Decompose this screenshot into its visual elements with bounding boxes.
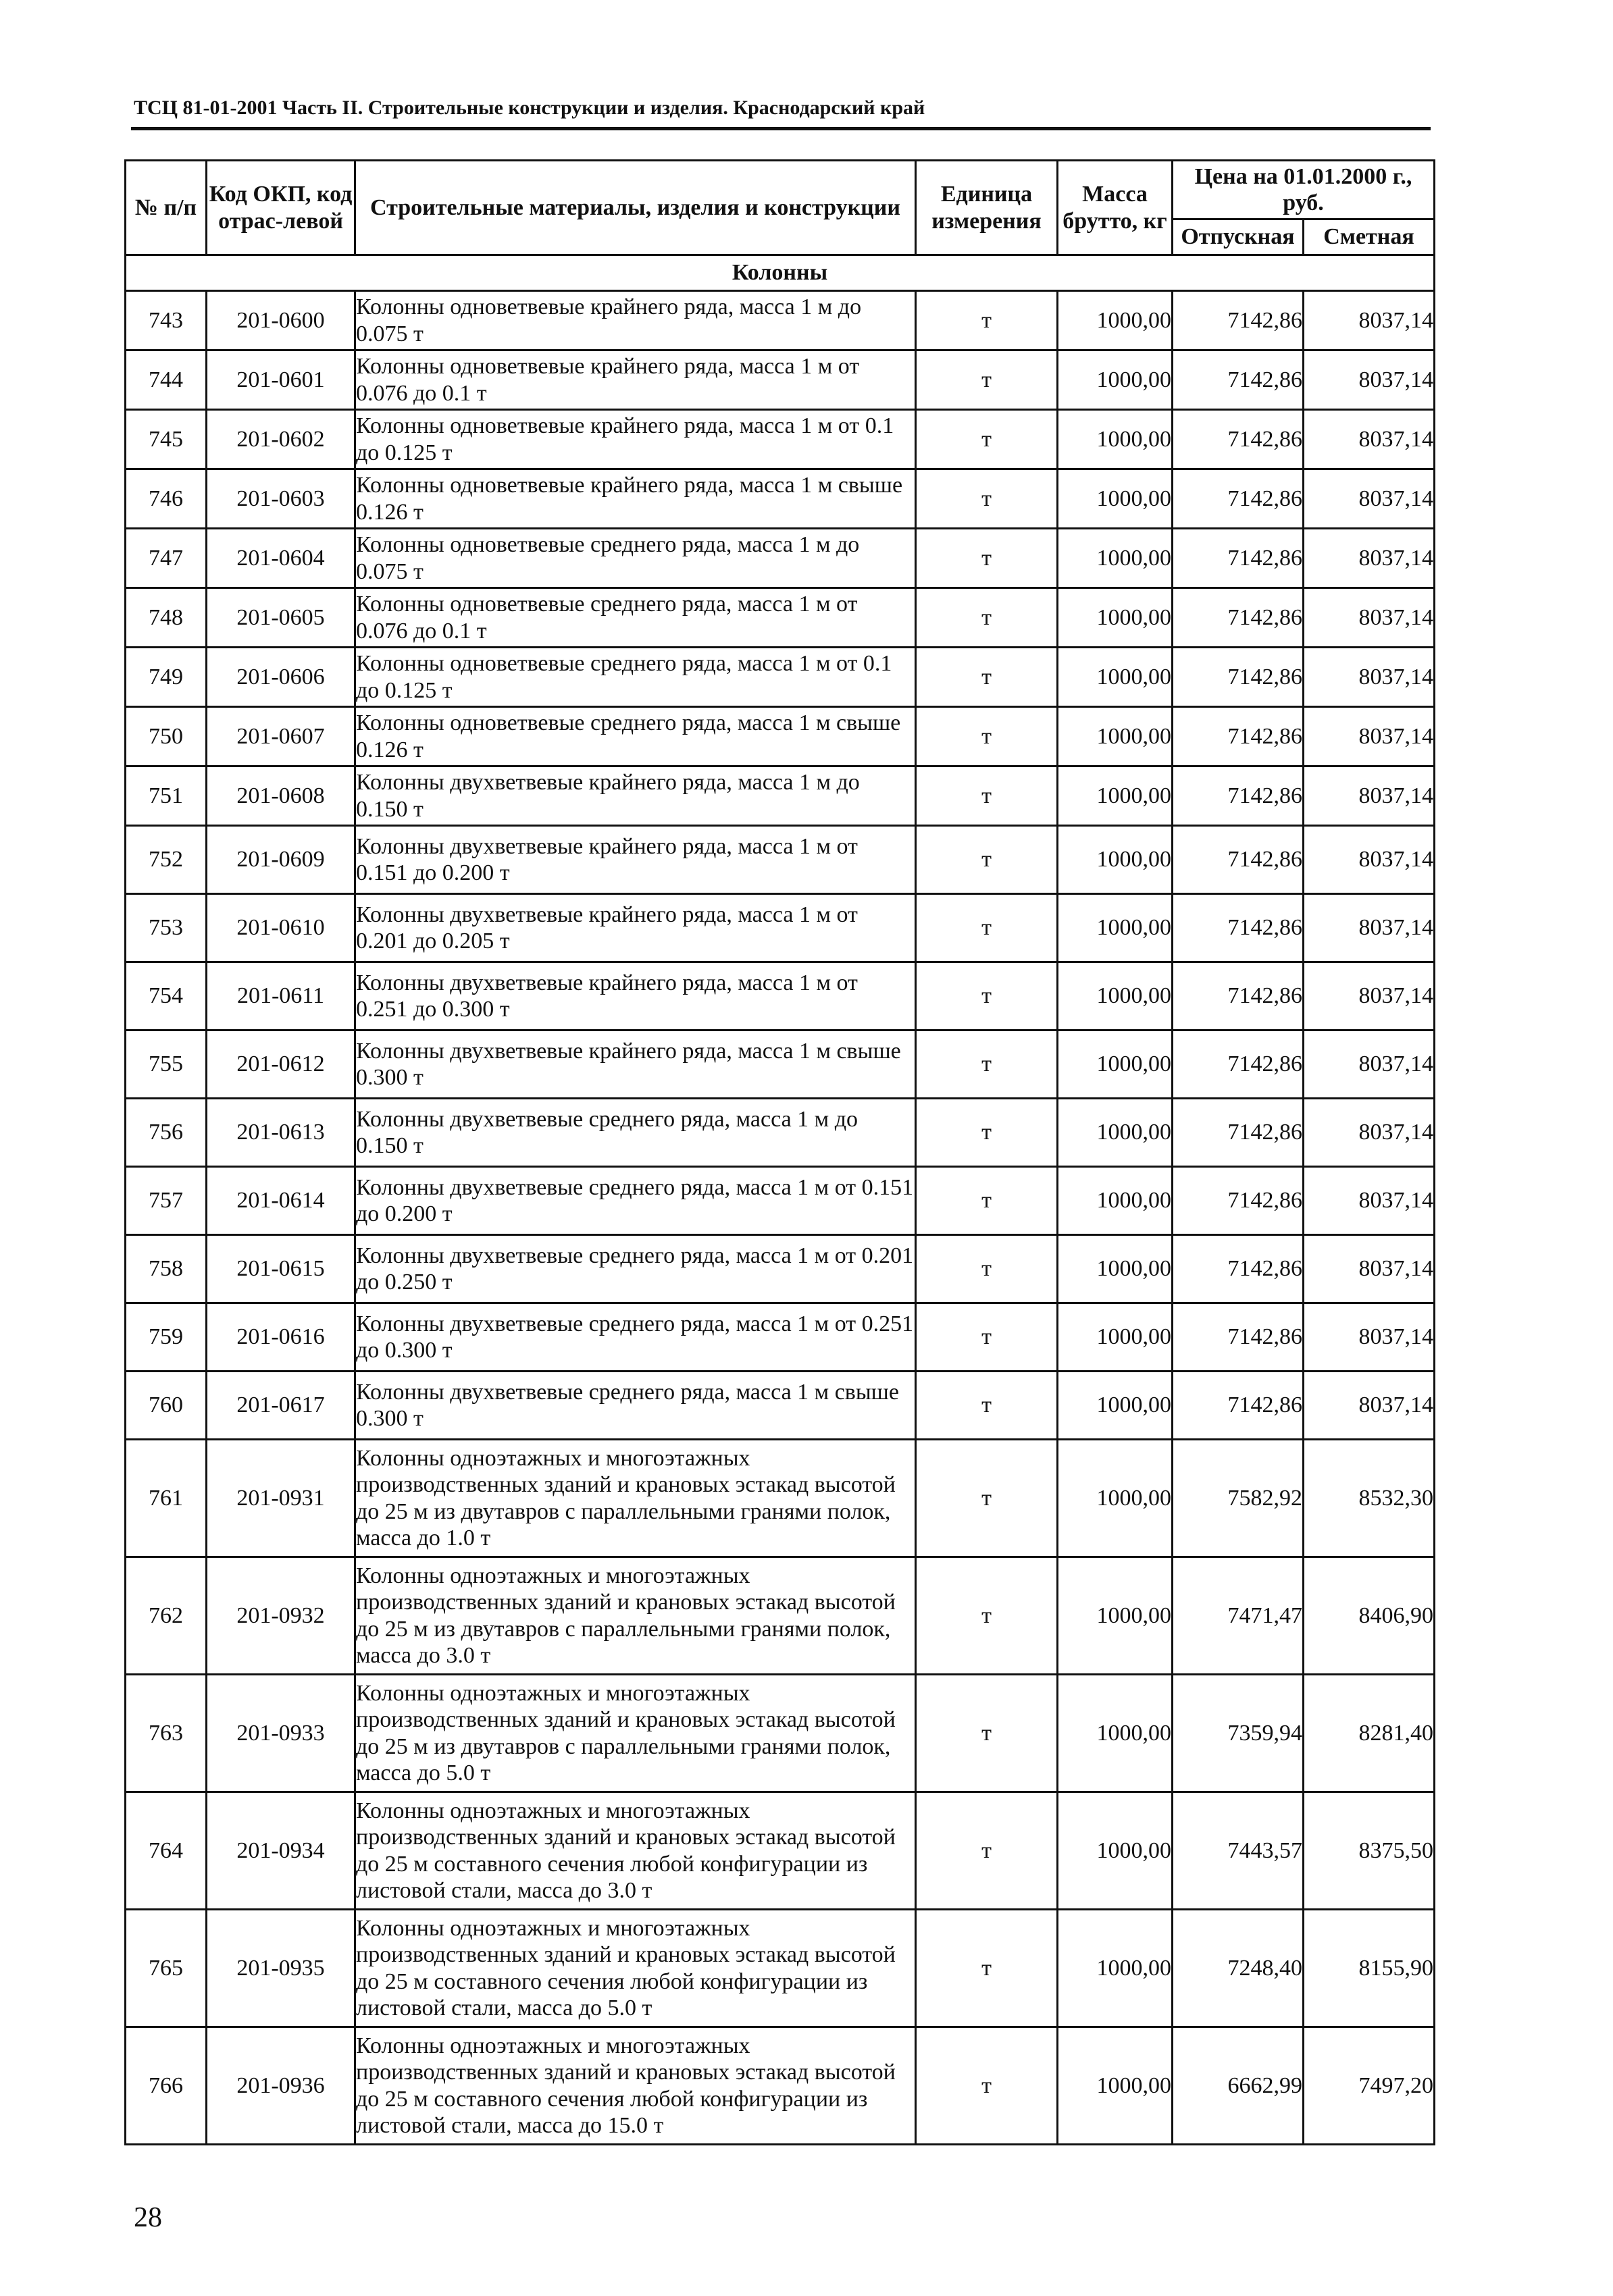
release-price: 7582,92	[1173, 1440, 1304, 1557]
estimate-price: 8037,14	[1304, 350, 1435, 410]
item-name: Колонны одноэтажных и многоэтажных производственных зданий и крановых эстакад высотой до 25 м составного сечения любой конфигурации из листовой стали, масса до 5.0 т	[355, 1910, 916, 2027]
row-number: 749	[126, 648, 207, 707]
okp-code: 201-0601	[207, 350, 355, 410]
row-number: 757	[126, 1167, 207, 1235]
col-header-mass: Масса брутто, кг	[1058, 161, 1173, 255]
item-name: Колонны одноэтажных и многоэтажных производственных зданий и крановых эстакад высотой до 25 м составного сечения любой конфигурации из листовой стали, масса до 15.0 т	[355, 2027, 916, 2145]
release-price: 7359,94	[1173, 1675, 1304, 1792]
unit-of-measure: т	[916, 1030, 1058, 1099]
unit-of-measure: т	[916, 1675, 1058, 1792]
gross-mass: 1000,00	[1058, 588, 1173, 648]
estimate-price: 8037,14	[1304, 588, 1435, 648]
section-title: Колонны	[126, 255, 1435, 291]
table-row	[126, 1372, 1435, 1440]
unit-of-measure: т	[916, 1372, 1058, 1440]
release-price: 7142,86	[1173, 350, 1304, 410]
table-row	[126, 410, 1435, 469]
release-price: 7142,86	[1173, 1030, 1304, 1099]
estimate-price: 8037,14	[1304, 1099, 1435, 1167]
okp-code: 201-0603	[207, 469, 355, 529]
release-price: 7142,86	[1173, 1167, 1304, 1235]
unit-of-measure: т	[916, 588, 1058, 648]
release-price: 7142,86	[1173, 962, 1304, 1030]
table-row	[126, 648, 1435, 707]
col-header-price-estimate: Сметная	[1304, 219, 1435, 255]
item-name: Колонны двухветвевые среднего ряда, масса 1 м от 0.251 до 0.300 т	[355, 1303, 916, 1372]
unit-of-measure: т	[916, 529, 1058, 588]
item-name: Колонны одноветвевые среднего ряда, масса 1 м свыше 0.126 т	[355, 707, 916, 766]
okp-code: 201-0611	[207, 962, 355, 1030]
gross-mass: 1000,00	[1058, 648, 1173, 707]
table-row	[126, 962, 1435, 1030]
unit-of-measure: т	[916, 2027, 1058, 2145]
item-name: Колонны одноветвевые крайнего ряда, масса 1 м свыше 0.126 т	[355, 469, 916, 529]
gross-mass: 1000,00	[1058, 529, 1173, 588]
item-name: Колонны одноэтажных и многоэтажных производственных зданий и крановых эстакад высотой до 25 м из двутавров с параллельными гранями полок, масса до 3.0 т	[355, 1557, 916, 1675]
gross-mass: 1000,00	[1058, 469, 1173, 529]
okp-code: 201-0604	[207, 529, 355, 588]
release-price: 7248,40	[1173, 1910, 1304, 2027]
table-row	[126, 1099, 1435, 1167]
row-number: 764	[126, 1792, 207, 1910]
okp-code: 201-0617	[207, 1372, 355, 1440]
release-price: 7142,86	[1173, 1372, 1304, 1440]
gross-mass: 1000,00	[1058, 1167, 1173, 1235]
estimate-price: 8281,40	[1304, 1675, 1435, 1792]
table-row	[126, 1910, 1435, 2027]
row-number: 750	[126, 707, 207, 766]
gross-mass: 1000,00	[1058, 962, 1173, 1030]
item-name: Колонны одноветвевые крайнего ряда, масса 1 м от 0.1 до 0.125 т	[355, 410, 916, 469]
okp-code: 201-0932	[207, 1557, 355, 1675]
row-number: 754	[126, 962, 207, 1030]
table-row	[126, 469, 1435, 529]
table-row	[126, 2027, 1435, 2145]
okp-code: 201-0602	[207, 410, 355, 469]
col-header-num: № п/п	[126, 161, 207, 255]
release-price: 7471,47	[1173, 1557, 1304, 1675]
gross-mass: 1000,00	[1058, 1303, 1173, 1372]
release-price: 7142,86	[1173, 529, 1304, 588]
estimate-price: 8037,14	[1304, 1167, 1435, 1235]
estimate-price: 8037,14	[1304, 410, 1435, 469]
gross-mass: 1000,00	[1058, 707, 1173, 766]
gross-mass: 1000,00	[1058, 1030, 1173, 1099]
unit-of-measure: т	[916, 648, 1058, 707]
table-row	[126, 529, 1435, 588]
release-price: 7142,86	[1173, 1303, 1304, 1372]
col-header-unit: Единица измерения	[916, 161, 1058, 255]
estimate-price: 8037,14	[1304, 469, 1435, 529]
estimate-price: 8037,14	[1304, 1235, 1435, 1303]
gross-mass: 1000,00	[1058, 1792, 1173, 1910]
unit-of-measure: т	[916, 1557, 1058, 1675]
row-number: 761	[126, 1440, 207, 1557]
estimate-price: 8037,14	[1304, 707, 1435, 766]
col-header-code: Код ОКП, код отрас-левой	[207, 161, 355, 255]
okp-code: 201-0608	[207, 766, 355, 826]
unit-of-measure: т	[916, 766, 1058, 826]
estimate-price: 8037,14	[1304, 529, 1435, 588]
okp-code: 201-0606	[207, 648, 355, 707]
okp-code: 201-0610	[207, 894, 355, 962]
row-number: 746	[126, 469, 207, 529]
table-row	[126, 588, 1435, 648]
release-price: 7142,86	[1173, 469, 1304, 529]
release-price: 7142,86	[1173, 648, 1304, 707]
gross-mass: 1000,00	[1058, 291, 1173, 350]
okp-code: 201-0933	[207, 1675, 355, 1792]
item-name: Колонны двухветвевые среднего ряда, масса 1 м до 0.150 т	[355, 1099, 916, 1167]
release-price: 7142,86	[1173, 291, 1304, 350]
estimate-price: 8037,14	[1304, 1372, 1435, 1440]
row-number: 760	[126, 1372, 207, 1440]
row-number: 745	[126, 410, 207, 469]
gross-mass: 1000,00	[1058, 766, 1173, 826]
table-row	[126, 1675, 1435, 1792]
table-row	[126, 1303, 1435, 1372]
estimate-price: 8037,14	[1304, 1030, 1435, 1099]
item-name: Колонны одноветвевые крайнего ряда, масса 1 м до 0.075 т	[355, 291, 916, 350]
okp-code: 201-0936	[207, 2027, 355, 2145]
estimate-price: 8155,90	[1304, 1910, 1435, 2027]
unit-of-measure: т	[916, 962, 1058, 1030]
unit-of-measure: т	[916, 350, 1058, 410]
col-header-price-group: Цена на 01.01.2000 г., руб.	[1173, 161, 1435, 219]
table-row	[126, 707, 1435, 766]
item-name: Колонны одноэтажных и многоэтажных производственных зданий и крановых эстакад высотой до 25 м из двутавров с параллельными гранями полок, масса до 1.0 т	[355, 1440, 916, 1557]
row-number: 762	[126, 1557, 207, 1675]
gross-mass: 1000,00	[1058, 1675, 1173, 1792]
okp-code: 201-0605	[207, 588, 355, 648]
row-number: 756	[126, 1099, 207, 1167]
table-row	[126, 1030, 1435, 1099]
release-price: 7443,57	[1173, 1792, 1304, 1910]
unit-of-measure: т	[916, 469, 1058, 529]
table-row	[126, 1557, 1435, 1675]
estimate-price: 8037,14	[1304, 1303, 1435, 1372]
item-name: Колонны двухветвевые крайнего ряда, масса 1 м от 0.201 до 0.205 т	[355, 894, 916, 962]
gross-mass: 1000,00	[1058, 1910, 1173, 2027]
gross-mass: 1000,00	[1058, 1557, 1173, 1675]
table-row	[126, 1440, 1435, 1557]
estimate-price: 8037,14	[1304, 826, 1435, 894]
okp-code: 201-0935	[207, 1910, 355, 2027]
item-name: Колонны двухветвевые крайнего ряда, масса 1 м свыше 0.300 т	[355, 1030, 916, 1099]
okp-code: 201-0934	[207, 1792, 355, 1910]
price-table	[124, 159, 1435, 2145]
table-row	[126, 766, 1435, 826]
table-row	[126, 1167, 1435, 1235]
estimate-price: 8406,90	[1304, 1557, 1435, 1675]
item-name: Колонны одноветвевые среднего ряда, масса 1 м от 0.076 до 0.1 т	[355, 588, 916, 648]
item-name: Колонны двухветвевые крайнего ряда, масса 1 м от 0.251 до 0.300 т	[355, 962, 916, 1030]
gross-mass: 1000,00	[1058, 1099, 1173, 1167]
okp-code: 201-0612	[207, 1030, 355, 1099]
release-price: 7142,86	[1173, 588, 1304, 648]
release-price: 7142,86	[1173, 1235, 1304, 1303]
release-price: 7142,86	[1173, 766, 1304, 826]
item-name: Колонны двухветвевые среднего ряда, масса 1 м от 0.201 до 0.250 т	[355, 1235, 916, 1303]
table-row	[126, 826, 1435, 894]
item-name: Колонны двухветвевые среднего ряда, масса 1 м свыше 0.300 т	[355, 1372, 916, 1440]
table-row	[126, 1235, 1435, 1303]
release-price: 7142,86	[1173, 1099, 1304, 1167]
item-name: Колонны двухветвевые среднего ряда, масса 1 м от 0.151 до 0.200 т	[355, 1167, 916, 1235]
estimate-price: 8037,14	[1304, 766, 1435, 826]
unit-of-measure: т	[916, 1303, 1058, 1372]
release-price: 6662,99	[1173, 2027, 1304, 2145]
okp-code: 201-0607	[207, 707, 355, 766]
estimate-price: 7497,20	[1304, 2027, 1435, 2145]
item-name: Колонны одноветвевые среднего ряда, масса 1 м от 0.1 до 0.125 т	[355, 648, 916, 707]
table-row	[126, 894, 1435, 962]
table-row	[126, 1792, 1435, 1910]
header-rule	[131, 127, 1431, 130]
item-name: Колонны двухветвевые крайнего ряда, масса 1 м до 0.150 т	[355, 766, 916, 826]
row-number: 763	[126, 1675, 207, 1792]
estimate-price: 8375,50	[1304, 1792, 1435, 1910]
table-row	[126, 291, 1435, 350]
estimate-price: 8037,14	[1304, 291, 1435, 350]
row-number: 743	[126, 291, 207, 350]
okp-code: 201-0613	[207, 1099, 355, 1167]
okp-code: 201-0931	[207, 1440, 355, 1557]
okp-code: 201-0614	[207, 1167, 355, 1235]
row-number: 748	[126, 588, 207, 648]
release-price: 7142,86	[1173, 826, 1304, 894]
unit-of-measure: т	[916, 410, 1058, 469]
gross-mass: 1000,00	[1058, 1440, 1173, 1557]
unit-of-measure: т	[916, 1792, 1058, 1910]
gross-mass: 1000,00	[1058, 826, 1173, 894]
unit-of-measure: т	[916, 707, 1058, 766]
item-name: Колонны одноэтажных и многоэтажных производственных зданий и крановых эстакад высотой до 25 м из двутавров с параллельными гранями полок, масса до 5.0 т	[355, 1675, 916, 1792]
unit-of-measure: т	[916, 291, 1058, 350]
row-number: 753	[126, 894, 207, 962]
gross-mass: 1000,00	[1058, 1235, 1173, 1303]
release-price: 7142,86	[1173, 410, 1304, 469]
unit-of-measure: т	[916, 1235, 1058, 1303]
gross-mass: 1000,00	[1058, 410, 1173, 469]
release-price: 7142,86	[1173, 707, 1304, 766]
okp-code: 201-0609	[207, 826, 355, 894]
item-name: Колонны одноветвевые среднего ряда, масса 1 м до 0.075 т	[355, 529, 916, 588]
row-number: 744	[126, 350, 207, 410]
gross-mass: 1000,00	[1058, 350, 1173, 410]
estimate-price: 8037,14	[1304, 648, 1435, 707]
release-price: 7142,86	[1173, 894, 1304, 962]
row-number: 755	[126, 1030, 207, 1099]
estimate-price: 8037,14	[1304, 894, 1435, 962]
row-number: 747	[126, 529, 207, 588]
row-number: 758	[126, 1235, 207, 1303]
col-header-price-release: Отпускная	[1173, 219, 1304, 255]
unit-of-measure: т	[916, 894, 1058, 962]
table-row	[126, 350, 1435, 410]
estimate-price: 8037,14	[1304, 962, 1435, 1030]
unit-of-measure: т	[916, 1910, 1058, 2027]
okp-code: 201-0615	[207, 1235, 355, 1303]
row-number: 759	[126, 1303, 207, 1372]
okp-code: 201-0616	[207, 1303, 355, 1372]
unit-of-measure: т	[916, 826, 1058, 894]
row-number: 765	[126, 1910, 207, 2027]
unit-of-measure: т	[916, 1440, 1058, 1557]
gross-mass: 1000,00	[1058, 1372, 1173, 1440]
page-number: 28	[134, 2202, 162, 2233]
unit-of-measure: т	[916, 1099, 1058, 1167]
row-number: 751	[126, 766, 207, 826]
gross-mass: 1000,00	[1058, 894, 1173, 962]
unit-of-measure: т	[916, 1167, 1058, 1235]
gross-mass: 1000,00	[1058, 2027, 1173, 2145]
item-name: Колонны одноветвевые крайнего ряда, масса 1 м от 0.076 до 0.1 т	[355, 350, 916, 410]
okp-code: 201-0600	[207, 291, 355, 350]
item-name: Колонны одноэтажных и многоэтажных производственных зданий и крановых эстакад высотой до 25 м составного сечения любой конфигурации из листовой стали, масса до 3.0 т	[355, 1792, 916, 1910]
row-number: 752	[126, 826, 207, 894]
row-number: 766	[126, 2027, 207, 2145]
col-header-name: Строительные материалы, изделия и конструкции	[355, 161, 916, 255]
estimate-price: 8532,30	[1304, 1440, 1435, 1557]
item-name: Колонны двухветвевые крайнего ряда, масса 1 м от 0.151 до 0.200 т	[355, 826, 916, 894]
document-header: ТСЦ 81-01-2001 Часть II. Строительные конструкции и изделия. Краснодарский край	[134, 97, 925, 119]
